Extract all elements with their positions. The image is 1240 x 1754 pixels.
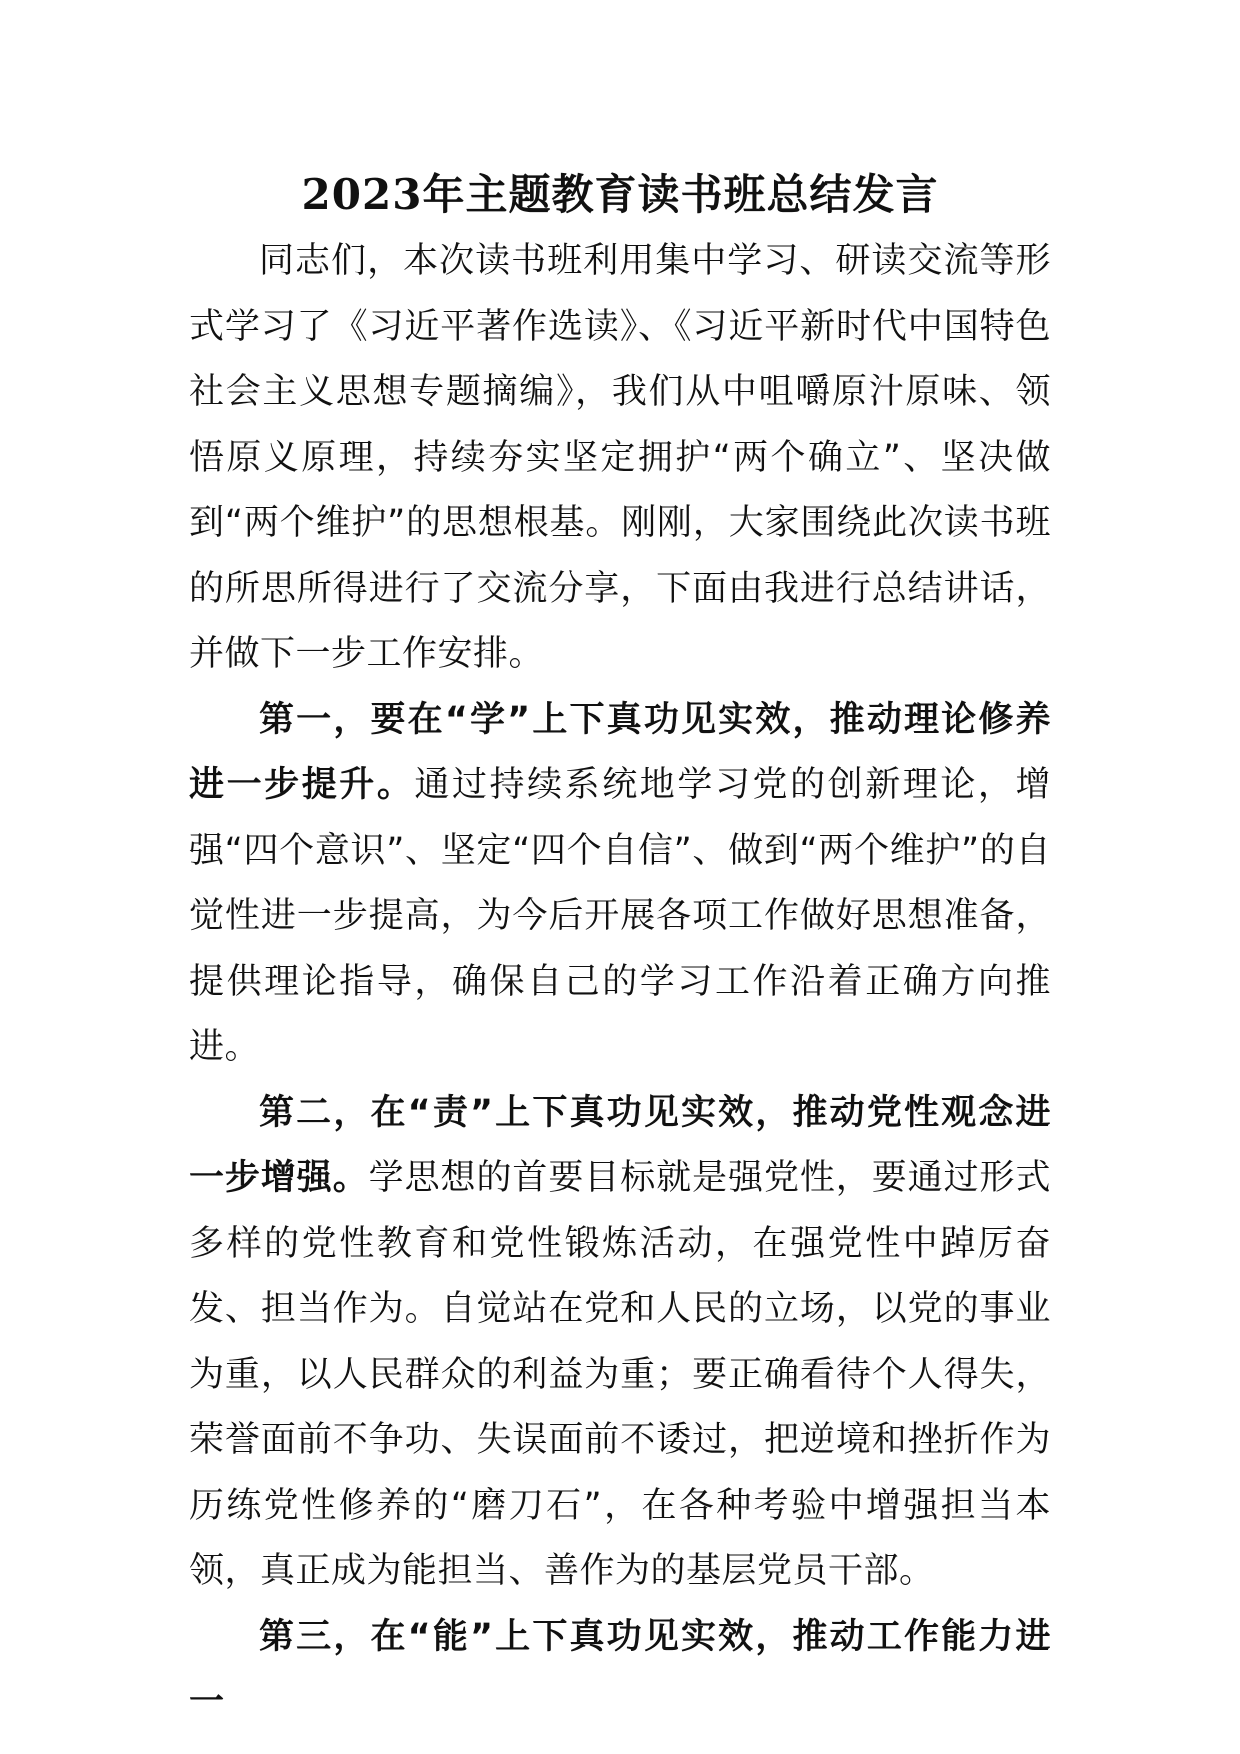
paragraph-text: 同志们，本次读书班利用集中学习、研读交流等形式学习了《习近平著作选读》、《习近平新时代中国特色社会主义思想专题摘编》，我们从中咀嚼原汁原味、领悟原义原理，持续夯实坚定拥护“两个确立”、坚决做到“两个维护”的思想根基。刚刚，大家围绕此次读书班的所思所得进行了交流分享，下面由我进行总结讲话，并做下一步工作安排。 [189, 241, 1051, 674]
paragraph-second-point [189, 1081, 1051, 1605]
paragraph-third-point [189, 1605, 1051, 1736]
paragraph-lead: 第三，在“能”上下真功见实效，推动工作能力进一 [189, 1616, 1051, 1722]
document-title: 2023年主题教育读书班总结发言 [301, 170, 939, 219]
paragraph-text: 学思想的首要目标就是强党性，要通过形式多样的党性教育和党性锻炼活动，在强党性中踔厉奋发、担当作为。自觉站在党和人民的立场，以党的事业为重，以人民群众的利益为重；要正确看待个人得失，荣誉面前不争功、失误面前不诿过，把逆境和挫折作为历练党性修养的“磨刀石”，在各种考验中增强担当本领，真正成为能担当、善作为的基层党员干部。 [189, 1158, 1051, 1591]
document-page [189, 165, 1051, 1736]
paragraph-lead: 第二，在“责”上下真功见实效，推动党性观念进一步增强。 [189, 1092, 1051, 1198]
paragraph-first-point [189, 688, 1051, 1081]
paragraph-intro [189, 229, 1051, 688]
paragraph-lead: 第一，要在“学”上下真功见实效，推动理论修养进一步提升。 [189, 699, 1051, 805]
paragraph-text: 通过持续系统地学习党的创新理论，增强“四个意识”、坚定“四个自信”、做到“两个维护”的自觉性进一步提高，为今后开展各项工作做好思想准备，提供理论指导，确保自己的学习工作沿着正确方向推进。 [189, 765, 1051, 1067]
